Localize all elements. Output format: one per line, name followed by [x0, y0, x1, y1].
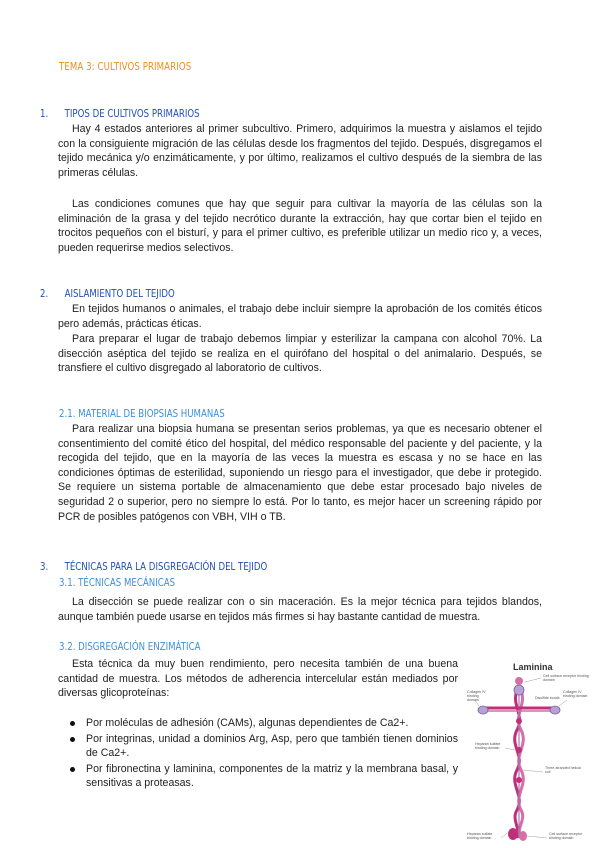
section-1-paragraph-2: Las condiciones comunes que hay que seguir para cultivar la mayoría de las células son la eliminación de la grasa y del tejido necrótico durante la extracción, hay que cortar bien el tejido en trocitos pequeños con el bisturí, y para el primer cultivo, es preferible utilizar un medio rico y, a veces, pueden requerirse medios selectivos.: [58, 198, 542, 254]
section-2-number: 2.: [40, 288, 49, 300]
section-1-paragraph-1: Hay 4 estados anteriores al primer subcultivo. Primero, adquirimos la muestra y aislamos el tejido con la consiguiente migración de las células desde los fragmentos del tejido. Después, disgregamos el tejido mecánica y/o enzimáticamente, y por último, realizamos el cultivo después de la siembra de las primeras células.: [58, 123, 542, 179]
bottom-globular-domain: [519, 831, 527, 841]
section-1-title: TIPOS DE CULTIVOS PRIMARIOS: [64, 108, 200, 120]
laminin-diagram: [465, 660, 593, 848]
subsection-2-1-paragraph: Para realizar una biopsia humana se presentan serios problemas, ya que es necesario obtener el consentimiento del comité ético del hospital, del médico responsable del paciente y del paciente, y la recogida del tejido, que en la mayoría de las veces la muestra es escasa y no se hace en las condiciones óptimas de esterilidad, suponiendo un riesgo para el investigador, que debe ir protegido. Se requiere un sistema portable de almacenamiento que debe estar procesado bajo niveles de seguridad 2 o superior, pero no siempre lo está. Por lo tanto, es mejor hacer un screening rápido por PCR de posibles patógenos con VBH, VIH o TB.: [58, 423, 542, 523]
label-collagen-right: Collagen IV binding domain: [563, 690, 588, 698]
label-cell-receptor-bottom: Cell surface receptor binding domain: [549, 832, 583, 840]
bullet-icon: [70, 721, 75, 726]
subsection-2-1-heading: 2.1. MATERIAL DE BIOPSIAS HUMANAS: [59, 408, 225, 420]
list-item: [58, 762, 458, 791]
right-globular-domain: [550, 706, 560, 714]
bullet-icon: [70, 767, 75, 772]
section-2-paragraph-2: Para preparar el lugar de trabajo debemos limpiar y esterilizar la campana con alcohol 70%. La disección aséptica del tejido se realiza en el quirófano del hospital o del animalario. Después, se transfiere el cultivo disgregado al laboratorio de cultivos.: [58, 333, 542, 375]
list-item-text: Por moléculas de adhesión (CAMs), algunas dependientes de Ca2+.: [86, 717, 409, 729]
mid-node: [516, 747, 522, 753]
section-2-paragraph-1: En tejidos humanos o animales, el trabajo debe incluir siempre la aprobación de los comités éticos pero además, prácticas éticas.: [58, 303, 542, 330]
laminin-long-arm: [515, 690, 524, 838]
mid-node: [516, 718, 522, 724]
mid-node: [516, 777, 522, 783]
figure-title: Laminina: [513, 662, 553, 672]
subsection-3-2-paragraph: Esta técnica da muy buen rendimiento, pero necesita también de una buena cantidad de muestra. Los métodos de adherencia intercelular están mediados por diversas glicoproteínas:: [58, 658, 458, 700]
section-1-heading: [40, 108, 200, 120]
section-3-number: 3.: [40, 561, 49, 573]
subsection-3-1-paragraph: La disección se puede realizar con o sin maceración. Es la mejor técnica para tejidos blandos, aunque también puede usarse en tejidos más firmes si hay bastante cantidad de muestra.: [58, 596, 542, 623]
laminin-short-arms: [485, 708, 553, 711]
list-item: [58, 716, 458, 731]
label-heparan-mid: Heparan sulfate binding domain: [475, 742, 501, 750]
label-disulfide: Disulfide bonds: [535, 696, 560, 700]
label-collagen-left: Collagen IV binding domain: [467, 690, 486, 702]
top-receptor-domain: [515, 677, 523, 685]
subsection-3-2-heading: 3.2. DISGREGACIÓN ENZIMÁTICA: [59, 641, 201, 653]
list-item-text: Por integrinas, unidad a dominios Arg, Asp, pero que también tienen dominios de Ca2+.: [86, 732, 458, 760]
section-3-title: TÉCNICAS PARA LA DISGREGACIÓN DEL TEJIDO: [64, 561, 268, 573]
top-globular-domain: [514, 685, 524, 695]
subsection-3-1-heading: 3.1. TÉCNICAS MECÁNICAS: [59, 577, 176, 589]
document-title: TEMA 3: CULTIVOS PRIMARIOS: [59, 61, 192, 73]
label-heparan-bottom: Heparan sulfate binding domain: [467, 832, 493, 840]
left-globular-domain: [478, 706, 488, 714]
section-1-number: 1.: [40, 108, 49, 120]
bottom-globular-domain: [508, 828, 518, 840]
laminin-figure: [465, 660, 593, 848]
section-2-title: AISLAMIENTO DEL TEJIDO: [64, 288, 175, 300]
section-2-heading: [40, 288, 175, 300]
adhesion-bullet-list: [58, 716, 458, 792]
label-three-stranded: Three-stranded helical coil: [545, 766, 581, 774]
section-3-heading: [40, 561, 267, 573]
list-item: [58, 732, 458, 761]
bullet-icon: [70, 737, 75, 742]
label-cell-receptor-top: Cell surface receptor binding domain: [543, 674, 589, 682]
list-item-text: Por fibronectina y laminina, componentes de la matriz y la membrana basal, y sensitivas a proteasas.: [86, 762, 458, 790]
